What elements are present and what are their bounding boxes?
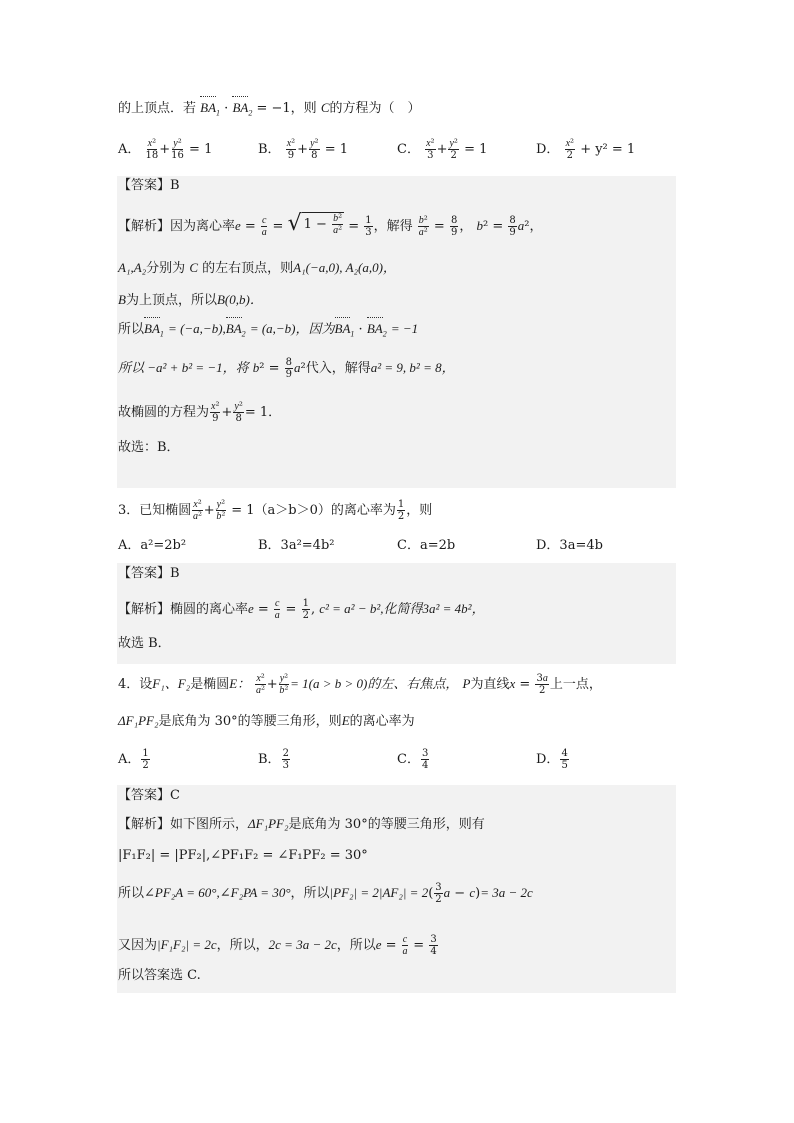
q2-analysis-line3: B为上顶点，所以B(0,b)． <box>118 292 263 308</box>
q3-option-d: D．3a=4b <box>536 538 603 553</box>
q3-option-b: B．3a²=4b² <box>258 538 335 553</box>
q4-option-d: D． $\frac{4}{5}$ <box>536 748 568 771</box>
q3-stem: 3．已知椭圆 $\frac{\text{x²}}{\text{a²}}$ + $\frac{\text{y²}}{\text{b²}}$ = 1（a＞b＞0）的离心率为 $\frac{1}{2}$ ，则 <box>118 499 433 522</box>
q2-option-c: C． $\frac{\text{x²}}{3}$ + $\frac{\text{y²}}{2}$ = 1 <box>397 138 488 161</box>
q2-stem: 的上顶点．若 $BA_1 \cdot BA_2 = -1$，则 C的方程为（ ） <box>118 100 421 118</box>
q3-analysis-line2: 故选 B． <box>118 636 171 651</box>
q3-option-a: A．a²=2b² <box>118 538 187 553</box>
q4-answer: 【答案】C <box>118 788 180 803</box>
q2-stem-end: 的方程为（ ） <box>329 101 421 116</box>
q2-stem-c: C <box>320 100 330 115</box>
q4-stem-line1: 4．设F₁、F₂是椭圆E： $\frac{\text{x²}}{\text{a²}}$ + $\frac{\text{y²}}{\text{b²}}$ = 1(a > b > 0)的左、右焦点， P为直线x = $\frac{3a}{2}$ 上一点， <box>118 673 602 696</box>
q4-stem-line2: ΔF₁PF₂是底角为 30°的等腰三角形，则E的离心率为 <box>118 713 415 729</box>
q4-option-a: A． $\frac{1}{2}$ <box>118 748 149 771</box>
q2-option-b: B． $\frac{\text{x²}}{9}$ + $\frac{\text{y²}}{8}$ = 1 <box>258 138 348 161</box>
q2-option-a: A． $\frac{\text{x²}}{18}$ + $\frac{\text{y²}}{16}$ = 1 <box>118 138 213 161</box>
q2-analysis-line4: 所以$BA_1 = (-a,-b),BA_2 = (a,-b)$，因为$BA_1 \cdot BA_2 = -1$ <box>118 321 419 339</box>
q2-option-d: D． $\frac{\text{x²}}{2}$ + y² = 1 <box>536 138 636 161</box>
q4-analysis-line1: 【解析】如下图所示，ΔF₁PF₂是底角为 30°的等腰三角形，则有 <box>118 816 485 832</box>
q2-analysis-line7: 故选：B． <box>118 440 180 455</box>
q2-stem-text: 的上顶点．若 <box>118 101 197 116</box>
q4-option-b: B． $\frac{2}{3}$ <box>258 748 289 771</box>
q4-analysis-line3: 所以∠PF₂A = 60°,∠F₂PA = 30°，所以|PF₂| = 2|AF₂| = 2( $\frac{3}{2}$ a − c)= 3a − 2c <box>118 882 533 905</box>
q2-analysis-line5: 所以 −a² + b² = −1，将 b² = $\frac{8}{9}$ a²代入，解得a² = 9, b² = 8， <box>118 357 455 380</box>
q4-analysis-line4: 又因为|F₁F₂| = 2c，所以，2c = 3a − 2c，所以e = $\frac{c}{a}$ = $\frac{3}{4}$ <box>118 934 437 957</box>
q2-analysis-line2: A₁,A₂分别为 C 的左右顶点，则A₁(−a,0), A₂(a,0)， <box>118 260 396 276</box>
q2-answer: 【答案】B <box>118 178 180 193</box>
q2-analysis-line6: 故椭圆的方程为 $\frac{\text{x²}}{9}$ + $\frac{\text{y²}}{8}$ = 1． <box>118 401 282 424</box>
q3-answer: 【答案】B <box>118 566 180 581</box>
q2-stem-eq: = −1，则 <box>256 101 317 116</box>
q4-analysis-line5: 所以答案选 C. <box>118 968 201 983</box>
q3-option-c: C．a=2b <box>397 538 456 553</box>
q4-analysis-line2: |F₁F₂| = |PF₂|,∠PF₁F₂ = ∠F₁PF₂ = 30° <box>118 848 368 863</box>
q3-analysis-line1: 【解析】椭圆的离心率e = $\frac{c}{a}$ = $\frac{1}{2}$ , c² = a² − b²,化简得3a² = 4b²， <box>118 598 485 621</box>
q4-option-c: C． $\frac{3}{4}$ <box>397 748 429 771</box>
q2-analysis-line1: 【解析】因为离心率e = $\frac{c}{a}$ = √ 1 − $\frac{\text{b²}}{\text{a²}}$ = $\frac{1}{3}$ ，解得 $\frac{\text{b²}}{\text{a²}}$ = $\frac{8}{9}$ ， b² = $\frac{8}{9}$ a²， <box>118 211 543 238</box>
